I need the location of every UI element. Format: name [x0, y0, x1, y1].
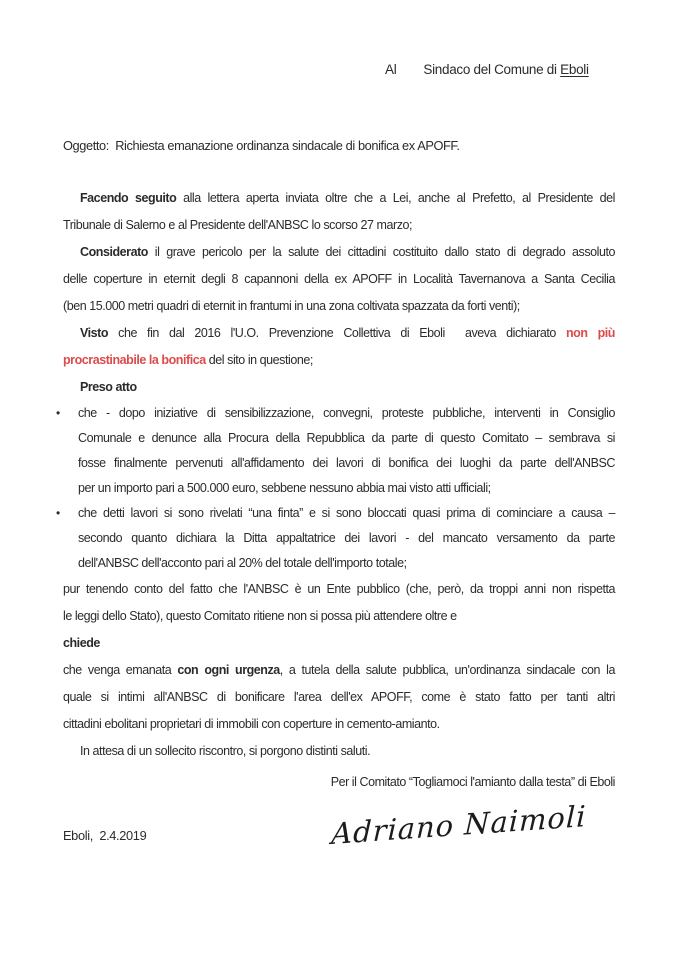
paragraph: che venga emanata con ogni urgenza, a tutela della salute pubblica, un'ordinanza sindacale con la quale si intimi all'ANBSC di bonificare l'area dell'ex APOFF, come è stato fatto per tanti altri cittadini ebolitani proprietari di immobili con coperture in cemento-amianto. [63, 663, 615, 731]
addressee-line [385, 60, 615, 80]
signature-row [63, 798, 615, 884]
closing-line: Per il Comitato “Togliamoci l'amianto dalla testa” di Eboli [330, 775, 615, 789]
paragraph: Facendo seguito alla lettera aperta inviata oltre che a Lei, anche al Prefetto, al Presidente del Tribunale di Salerno e al Presidente dell'ANBSC lo scorso 27 marzo; [63, 191, 615, 232]
bullet-item: • che detti lavori si sono rivelati “una finta” e si sono bloccati quasi prima di cominciare a causa – secondo quanto dichiara la Ditta appaltatrice dei lavori - del mancato versamento da parte dell'ANBSC dell'acconto pari al 20% del totale dell'importo totale; [63, 501, 615, 576]
paragraph: pur tenendo conto del fatto che l'ANBSC è un Ente pubblico (che, però, da troppi anni non rispetta le leggi dello Stato), questo Comitato ritiene non si possa più attendere oltre e [63, 582, 615, 623]
addressee-main: Sindaco del Comune di [423, 62, 561, 77]
place-date: Eboli, 2.4.2019 [63, 828, 147, 843]
paragraph: Visto che fin dal 2016 l'U.O. Prevenzione Collettiva di Eboli aveva dichiarato non più procrastinabile la bonifica del sito in questione; [63, 326, 615, 367]
paragraph: In attesa di un sollecito riscontro, si porgono distinti saluti. [80, 744, 371, 758]
addressee-city: Eboli [560, 62, 589, 77]
chiede-heading: chiede [63, 636, 100, 650]
letter-body [63, 185, 615, 765]
paragraph: Considerato il grave pericolo per la salute dei cittadini costituito dallo stato di degrado assoluto delle coperture in eternit degli 8 capannoni della ex APOFF in Località Tavernanova a Santa Cecilia (ben 15.000 metri quadri di eternit in frantumi in una zona coltivata spazzata da forti venti); [63, 245, 615, 313]
signature: Adriano Naimoli [330, 798, 588, 852]
paragraph: Preso atto [80, 380, 137, 394]
bullet-item: • che - dopo iniziative di sensibilizzazione, convegni, proteste pubbliche, interventi in Consiglio Comunale e denunce alla Procura della Repubblica da parte di questo Comitato – sembrava si fosse finalmente pervenuti all'affidamento dei lavori di bonifica dei luoghi da parte dell'ANBSC per un importo pari a 500.000 euro, sebbene nessuno abbia mai visto atti ufficiali; [63, 401, 615, 501]
addressee-prefix: Al [385, 62, 397, 77]
subject-line: Oggetto: Richiesta emanazione ordinanza sindacale di bonifica ex APOFF. [63, 138, 460, 153]
